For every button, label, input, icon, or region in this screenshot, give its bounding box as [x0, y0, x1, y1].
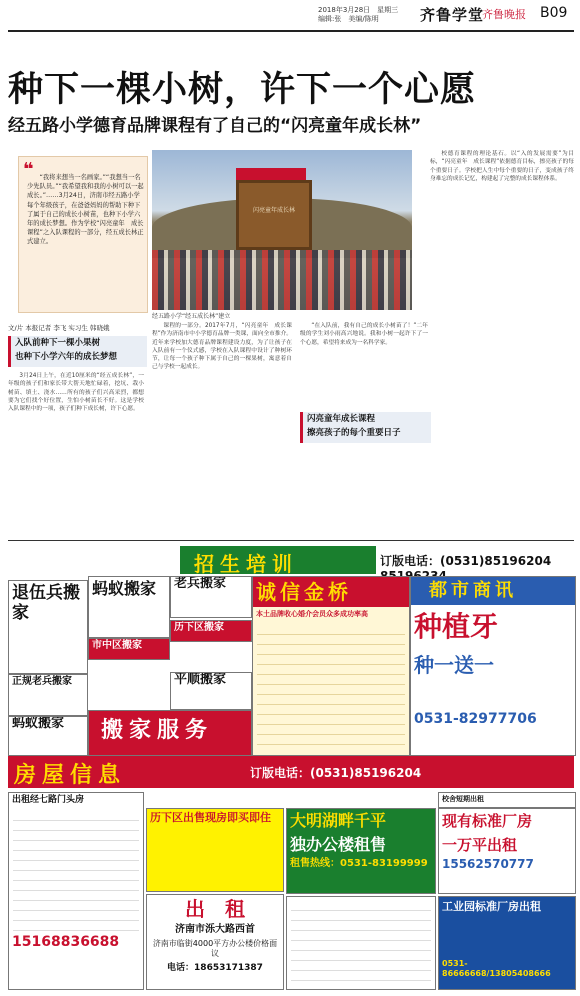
ad-school-rent: 校舍短期出租	[438, 792, 576, 808]
house-order-phone: 订版电话：(0531)85196204	[250, 766, 422, 780]
ad-tooth-implant: 都市商讯 种植牙 种一送一 0531-82977706	[410, 576, 576, 756]
article-column-3: “在入队前，我有自己的成长小树苗了！”二年级的学生刘小雨高兴地说。我和小树一起许下了一个心愿，希望将来成为一名科学家。	[300, 323, 428, 346]
ad-banjia-fuwu: 搬家服务	[88, 710, 252, 756]
ad-mayi-left: 蚂蚁搬家	[8, 716, 88, 756]
editor-line: 编辑:张 美编/陈明	[318, 15, 379, 23]
date-line: 2018年3月28日 星期三	[318, 6, 399, 14]
ad-zhenggui-laobing: 正规老兵搬家	[8, 674, 88, 716]
ad-tuiwubing-banjia: 退伍兵搬家	[8, 580, 88, 674]
article-column-1: 3月24日上午，在近10厘米的“经五成长林”，一年级的孩子们和家长带大帮天地忙碌着，挖坑、栽小树苗、填土、浇水……所有的孩子们兴高采烈，都想要为它们找个好位置，生怕小树苗长不好。这是学校入队课程中的一项，孩子们种下成长树，许下心愿。	[8, 373, 144, 413]
header-divider	[8, 30, 574, 32]
ad-misc-middle	[286, 896, 436, 990]
recruit-order-phone: 订版电话：(0531)85196204	[380, 554, 552, 568]
section-heading-2: 闪亮童年成长课程 擦亮孩子的每个重要日子	[300, 412, 431, 443]
intro-quote-text: “我将来想当一名画家。”“我想当一名少先队员。”“我希望我和我的小树可以一起成长。”……3月24日，济南市经五路小学每个年级孩子，在爸爸妈妈的帮助下种下了属于自己的成长小树苗，也种下小学六年的成长梦想。作为学校“闪亮童年 成长课程”之入队课程的一部分，经五成长林正式建立。	[27, 174, 144, 246]
ad-industrial-park: 工业园标准厂房出租 0531-86666668/13805408666	[438, 896, 576, 990]
section-heading-1: 入队前种下一棵小果树 也种下小学六年的成长梦想	[8, 336, 147, 367]
quote-mark-icon: ❝	[23, 159, 34, 180]
section-title: 齐鲁学堂	[420, 6, 485, 24]
brand-logo: 齐鲁晚报	[482, 8, 526, 21]
ad-shizhongqu: 市中区搬家	[88, 638, 170, 660]
article-column-2: 课程的一部分。2017年7月，“闪亮童年 成长课程”作为济南市中小学德育品牌一类课，面向全市推介。近年来学校加大德育品牌课程建设力度，为了让孩子在入队前有一个仪式感，学校在入队课程中设计了种树环节，让每一个孩子种下属于自己的一棵果树，寓意着自己与学校一起成长。	[152, 323, 292, 371]
ad-chuzu: 出 租 济南市泺大路西首 济南市临街4000平方办公楼价格面议 电话：18653171387	[146, 894, 284, 990]
ad-chengxin-jinqiao: 诚信金桥 本土品牌收心婚介会员众多成功率高	[252, 576, 410, 756]
article-column-4: 校德育课程的理论基石。以“入的发展需要”为目标，“闪亮童年 成长课程”依据德育目标，擦亮孩子的每个重要日子。学校把人生中每个重要的日子，变成孩子终身难忘的成长记忆，构建起了完整的成长课程体系。	[430, 151, 574, 182]
photo-caption: 经五路小学“经五成长林”建立	[152, 313, 231, 320]
header-meta	[318, 6, 408, 24]
recruit-banner: 招生培训	[180, 546, 376, 574]
page-number: B09	[540, 5, 568, 21]
ad-pingshun-banjia: 平顺搬家	[170, 672, 252, 710]
ad-factory: 现有标准厂房 一万平出租 15562570777	[438, 808, 576, 894]
article-photo	[152, 150, 412, 310]
house-info-title: 房屋信息	[14, 762, 127, 788]
ads-divider	[8, 540, 574, 541]
photo-sign: 闪亮童年成长林	[236, 180, 312, 250]
headline: 种下一棵小树，许下一个心愿	[8, 70, 477, 110]
ad-lixiaqu-banjia: 历下区搬家	[170, 620, 252, 642]
ad-daming-lake: 大明湖畔千平 独办公楼租售 租售热线：0531-83199999	[286, 808, 436, 894]
ad-lixia-house: 历下区出售现房即买即住	[146, 808, 284, 892]
subheadline: 经五路小学德育品牌课程有了自己的“闪亮童年成长林”	[8, 116, 422, 136]
byline: 文/片 本报记者 李飞 实习生 韩晓娥	[8, 324, 110, 332]
ad-left-column: 出租经七路门头房 15168836688	[8, 792, 144, 990]
intro-quote-box	[18, 156, 148, 313]
ad-laobing-banjia: 老兵搬家	[170, 576, 252, 618]
ad-mayi-banjia: 蚂蚁搬家	[88, 576, 170, 638]
